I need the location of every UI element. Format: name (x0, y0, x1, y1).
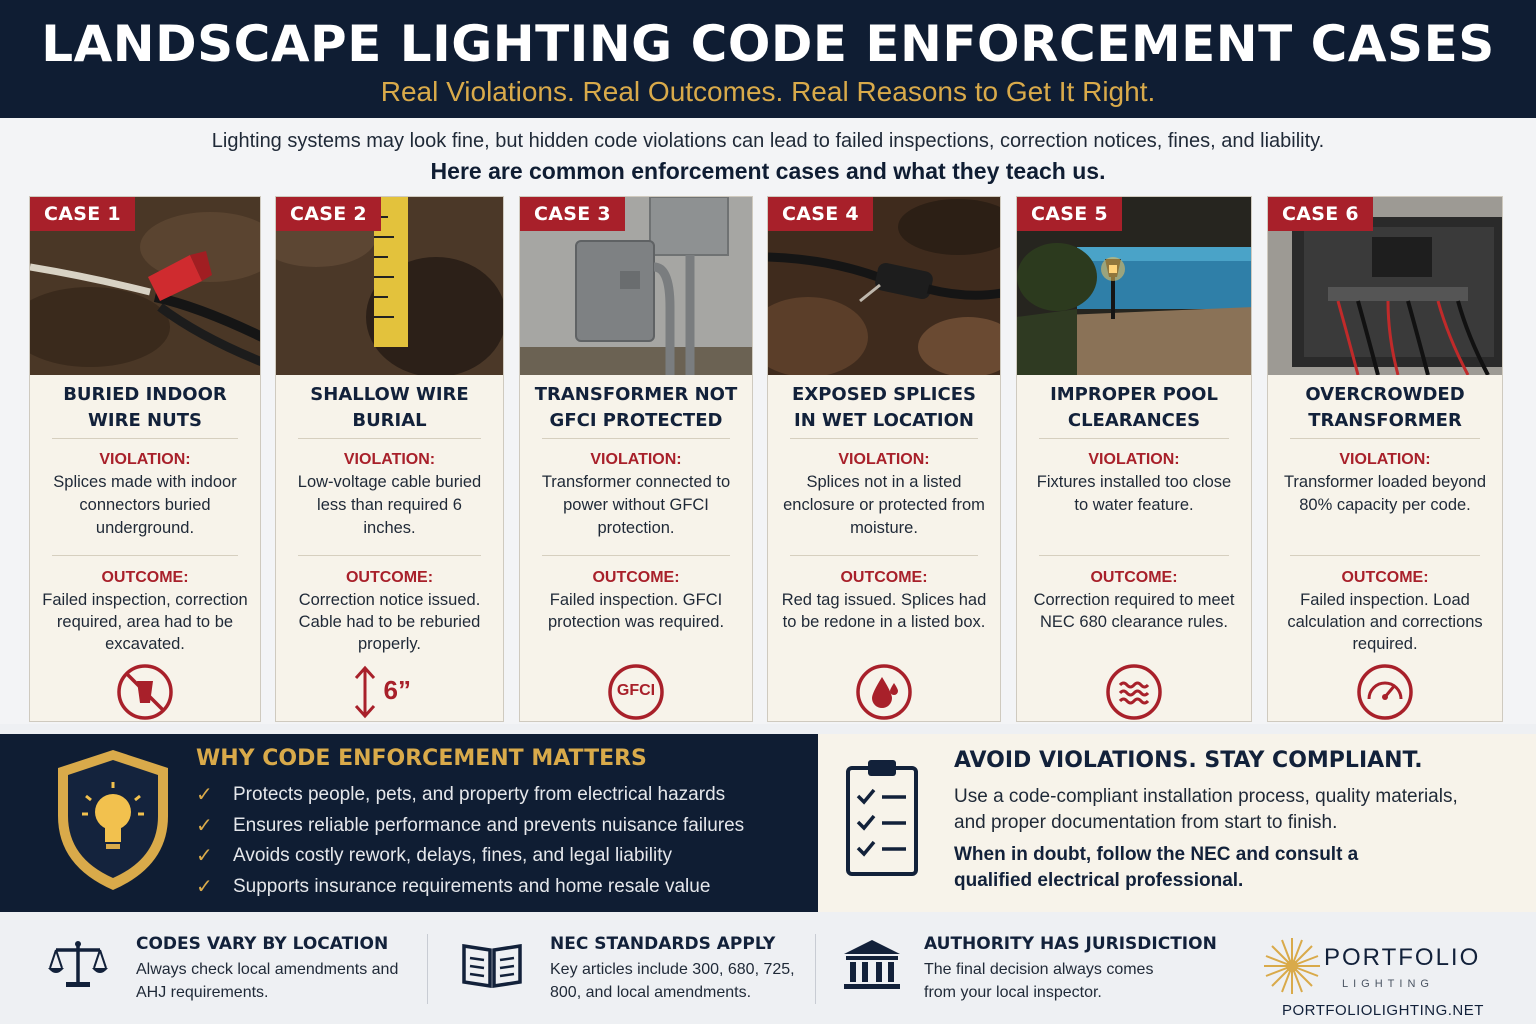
scales-icon (46, 936, 110, 992)
violation-label: VIOLATION: (590, 451, 682, 468)
outcome-text: Correction required to meet NEC 680 clearance rules. (1033, 591, 1235, 631)
footer-heading: CODES VARY BY LOCATION (136, 934, 389, 954)
list-item-text: Ensures reliable performance and prevents nuisance failures (233, 814, 745, 836)
footer (0, 912, 1536, 1024)
brand-subname: LIGHTING (1342, 978, 1434, 990)
violation-text: Splices not in a listed enclosure or protected from moisture. (783, 473, 985, 537)
violation-text: Transformer connected to power without GFCI protection. (541, 473, 731, 537)
case-card-5 (1016, 196, 1252, 722)
list-item (196, 811, 744, 842)
divider (542, 438, 730, 439)
checkmark-icon: ✓ (196, 875, 213, 898)
intro-text: Lighting systems may look fine, but hidden code violations can lead to failed inspections, correction notices, fines, and liability. (211, 130, 1325, 152)
case-title: TRANSFORMER NOT GFCI PROTECTED (534, 384, 738, 431)
brand-url: PORTFOLIOLIGHTING.NET (1282, 1002, 1484, 1019)
footer-text: The final decision always comes from your local inspector. (924, 961, 1154, 1001)
avoid-emphasis: When in doubt, follow the NEC and consult a qualified electrical professional. (954, 844, 1359, 891)
intro-lead: Here are common enforcement cases and what they teach us. (430, 158, 1106, 184)
divider (298, 438, 481, 439)
divider (1039, 555, 1229, 556)
avoid-heading: AVOID VIOLATIONS. STAY COMPLIANT. (954, 748, 1423, 773)
clipboard-checklist-icon (844, 750, 920, 880)
why-section (0, 734, 818, 912)
divider (790, 438, 978, 439)
violation-label: VIOLATION: (838, 451, 930, 468)
divider (790, 555, 978, 556)
outcome-label: OUTCOME: (1341, 569, 1429, 586)
case-card-2 (275, 196, 504, 722)
intro-section (0, 118, 1536, 196)
checkmark-icon: ✓ (196, 845, 213, 867)
depth-label: 6” (383, 675, 411, 705)
case-card-1 (29, 196, 261, 722)
case-title: OVERCROWDED TRANSFORMER (1305, 384, 1465, 431)
water-waves-icon (1102, 663, 1166, 721)
outcome-label: OUTCOME: (592, 569, 680, 586)
footer-item-codes (46, 912, 406, 1024)
outcome-label: OUTCOME: (840, 569, 928, 586)
divider (1290, 555, 1480, 556)
outcome-text: Correction notice issued. Cable had to be reburied properly. (298, 591, 481, 653)
footer-item-nec (460, 912, 820, 1024)
case-tag: CASE 6 (1268, 197, 1373, 231)
outcome-label: OUTCOME: (1090, 569, 1178, 586)
gfci-icon (604, 663, 668, 721)
divider (52, 555, 238, 556)
violation-label: VIOLATION: (1088, 451, 1180, 468)
sunburst-logo-icon (1262, 936, 1322, 996)
outcome-label: OUTCOME: (101, 569, 189, 586)
list-item (196, 872, 744, 903)
case-title: EXPOSED SPLICES IN WET LOCATION (792, 384, 976, 431)
divider (52, 438, 238, 439)
footer-heading: AUTHORITY HAS JURISDICTION (924, 934, 1217, 954)
case-card-4 (767, 196, 1001, 722)
outcome-text: Red tag issued. Splices had to be redone in a listed box. (781, 591, 987, 631)
case-title: BURIED INDOOR WIRE NUTS (63, 384, 227, 431)
brand-logo (1262, 926, 1502, 1022)
violation-text: Splices made with indoor connectors buried underground. (53, 473, 237, 537)
case-title: SHALLOW WIRE BURIAL (310, 384, 469, 431)
violation-label: VIOLATION: (99, 451, 191, 468)
avoid-section (818, 734, 1536, 912)
brand-name: PORTFOLIO (1324, 944, 1481, 971)
violation-label: VIOLATION: (343, 451, 436, 468)
why-heading: WHY CODE ENFORCEMENT MATTERS (196, 746, 647, 771)
footer-heading: NEC STANDARDS APPLY (550, 934, 776, 954)
divider (1039, 438, 1229, 439)
footer-item-authority (840, 912, 1220, 1024)
case-tag: CASE 1 (30, 197, 135, 231)
outcome-label: OUTCOME: (345, 569, 434, 586)
violation-label: VIOLATION: (1339, 451, 1431, 468)
case-tag: CASE 2 (276, 197, 381, 231)
header-banner (0, 0, 1536, 118)
book-icon (460, 936, 524, 992)
divider (1290, 438, 1480, 439)
list-item (196, 780, 744, 811)
avoid-text: Use a code-compliant installation process, quality materials, and proper documentation from start to finish. (954, 786, 1458, 833)
gfci-label: GFCI (616, 682, 656, 699)
list-item (196, 841, 744, 872)
list-item-text: Supports insurance requirements and home resale value (233, 875, 711, 897)
case-card-3 (519, 196, 753, 722)
checkmark-icon: ✓ (196, 814, 213, 837)
water-drop-icon (852, 663, 916, 721)
violation-text: Fixtures installed too close to water feature. (1036, 473, 1232, 514)
list-item-text: Avoids costly rework, delays, fines, and legal liability (233, 845, 672, 866)
no-wire-nut-icon (113, 663, 177, 721)
footer-divider (815, 934, 816, 1004)
case-card-6 (1267, 196, 1503, 722)
depth-arrow-icon (350, 663, 430, 721)
case-title: IMPROPER POOL CLEARANCES (1050, 384, 1218, 431)
case-tag: CASE 4 (768, 197, 873, 231)
outcome-text: Failed inspection. Load calculation and corrections required. (1287, 591, 1483, 653)
divider (298, 555, 481, 556)
gauge-icon (1353, 663, 1417, 721)
violation-text: Low-voltage cable buried less than required 6 inches. (297, 473, 482, 537)
footer-text: Key articles include 300, 680, 725, 800, and local amendments. (550, 961, 795, 1001)
case-tag: CASE 3 (520, 197, 625, 231)
why-list (196, 780, 744, 902)
case-tag: CASE 5 (1017, 197, 1122, 231)
divider (542, 555, 730, 556)
outcome-text: Failed inspection. GFCI protection was required. (547, 591, 725, 631)
list-item-text: Protects people, pets, and property from electrical hazards (233, 784, 726, 805)
case-cards (0, 196, 1536, 724)
courthouse-icon (840, 936, 904, 992)
footer-divider (427, 934, 428, 1004)
violation-text: Transformer loaded beyond 80% capacity per code. (1283, 473, 1487, 514)
footer-text: Always check local amendments and AHJ requirements. (136, 961, 399, 1001)
page-subtitle: Real Violations. Real Outcomes. Real Reasons to Get It Right. (380, 76, 1156, 107)
page-title: LANDSCAPE LIGHTING CODE ENFORCEMENT CASES (41, 15, 1495, 73)
outcome-text: Failed inspection, correction required, area had to be excavated. (42, 591, 248, 653)
shield-lightbulb-icon (52, 746, 174, 894)
checkmark-icon: ✓ (196, 784, 213, 806)
